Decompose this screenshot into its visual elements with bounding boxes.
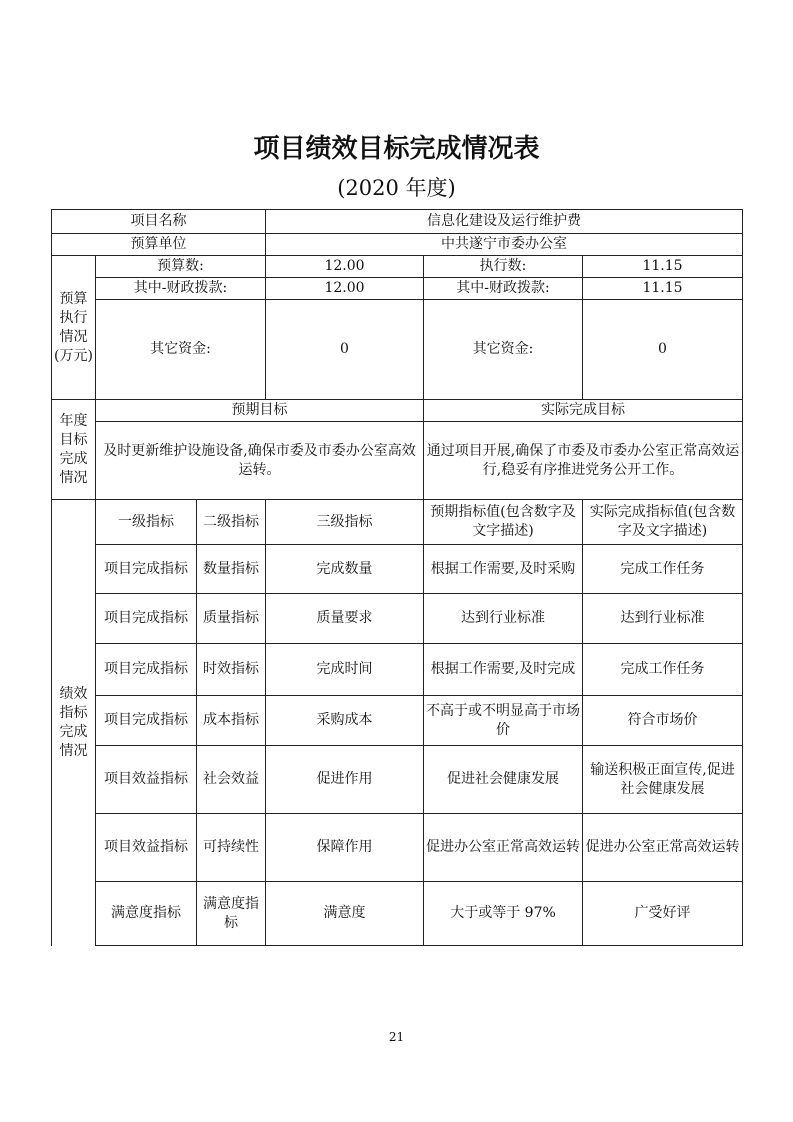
indicator-level2: 可持续性 (197, 814, 266, 882)
indicator-actual: 符合市场价 (583, 696, 743, 746)
indicator-expected: 不高于或不明显高于市场价 (424, 696, 583, 746)
table-row (52, 545, 743, 594)
header-level2: 二级指标 (197, 500, 266, 545)
indicator-level1: 满意度指标 (96, 882, 197, 946)
indicator-level2: 质量指标 (197, 594, 266, 644)
budget-row (52, 256, 743, 278)
indicator-level3: 促进作用 (266, 746, 424, 814)
budget-unit-label: 预算单位 (52, 234, 266, 256)
indicator-actual: 广受好评 (583, 882, 743, 946)
indicator-level2: 社会效益 (197, 746, 266, 814)
project-name-label: 项目名称 (52, 210, 266, 234)
table-row (52, 746, 743, 814)
expected-goal-header: 预期目标 (96, 400, 424, 422)
indicator-actual: 完成工作任务 (583, 644, 743, 696)
indicator-level1: 项目完成指标 (96, 594, 197, 644)
indicator-level3: 满意度 (266, 882, 424, 946)
other-exec-value: 0 (583, 300, 743, 400)
expected-goal-text: 及时更新维护设施设备,确保市委及市委办公室高效运转。 (96, 422, 424, 500)
indicator-level2: 时效指标 (197, 644, 266, 696)
exec-label: 执行数: (424, 256, 583, 278)
fiscal-exec-label: 其中-财政拨款: (424, 278, 583, 300)
actual-goal-header: 实际完成目标 (424, 400, 743, 422)
table-row (52, 882, 743, 946)
exec-value: 11.15 (583, 256, 743, 278)
indicator-level1: 项目完成指标 (96, 696, 197, 746)
page-subtitle: (2020 年度) (337, 176, 456, 200)
actual-goal-text: 通过项目开展,确保了市委及市委办公室正常高效运行,稳妥有序推进党务公开工作。 (424, 422, 743, 500)
indicator-expected: 达到行业标准 (424, 594, 583, 644)
indicator-level1: 项目效益指标 (96, 814, 197, 882)
indicator-level3: 完成时间 (266, 644, 424, 696)
page-number: 21 (388, 1030, 405, 1044)
annual-goal-row (52, 422, 743, 500)
indicator-level2: 成本指标 (197, 696, 266, 746)
budget-label: 预算数: (96, 256, 266, 278)
performance-table (51, 209, 743, 946)
page-title: 项目绩效目标完成情况表 (253, 134, 540, 164)
table-row (52, 644, 743, 696)
project-name-row (52, 210, 743, 234)
project-name-value: 信息化建设及运行维护费 (266, 210, 743, 234)
header-actual-value: 实际完成指标值(包含数字及文字描述) (583, 500, 743, 545)
budget-unit-row (52, 234, 743, 256)
indicator-level2: 满意度指标 (197, 882, 266, 946)
indicator-expected: 根据工作需要,及时采购 (424, 545, 583, 594)
indicator-level1: 项目效益指标 (96, 746, 197, 814)
header-level1: 一级指标 (96, 500, 197, 545)
indicator-actual: 完成工作任务 (583, 545, 743, 594)
indicator-level2: 数量指标 (197, 545, 266, 594)
indicator-level3: 保障作用 (266, 814, 424, 882)
indicator-level3: 采购成本 (266, 696, 424, 746)
indicator-level1: 项目完成指标 (96, 545, 197, 594)
fiscal-budget-value: 12.00 (266, 278, 424, 300)
other-exec-label: 其它资金: (424, 300, 583, 400)
other-funds-label: 其它资金: (96, 300, 266, 400)
fiscal-exec-value: 11.15 (583, 278, 743, 300)
indicator-expected: 根据工作需要,及时完成 (424, 644, 583, 696)
budget-side-label: 预算执行情况(万元) (52, 256, 96, 400)
indicator-actual: 促进办公室正常高效运转 (583, 814, 743, 882)
indicator-actual: 达到行业标准 (583, 594, 743, 644)
fiscal-row (52, 278, 743, 300)
indicator-level3: 质量要求 (266, 594, 424, 644)
table-row (52, 594, 743, 644)
performance-side-label: 绩效指标完成情况 (52, 500, 96, 946)
fiscal-label: 其中-财政拨款: (96, 278, 266, 300)
indicator-header-row (52, 500, 743, 545)
header-level3: 三级指标 (266, 500, 424, 545)
other-funds-row (52, 300, 743, 400)
table-row (52, 696, 743, 746)
other-budget-value: 0 (266, 300, 424, 400)
budget-unit-value: 中共遂宁市委办公室 (266, 234, 743, 256)
indicator-expected: 大于或等于 97% (424, 882, 583, 946)
indicator-level3: 完成数量 (266, 545, 424, 594)
indicator-expected: 促进办公室正常高效运转 (424, 814, 583, 882)
indicator-expected: 促进社会健康发展 (424, 746, 583, 814)
indicator-level1: 项目完成指标 (96, 644, 197, 696)
budget-value: 12.00 (266, 256, 424, 278)
indicator-actual: 输送积极正面宣传,促进社会健康发展 (583, 746, 743, 814)
annual-goal-header-row (52, 400, 743, 422)
table-row (52, 814, 743, 882)
header-expected-value: 预期指标值(包含数字及文字描述) (424, 500, 583, 545)
annual-goal-side-label: 年度目标完成情况 (52, 400, 96, 500)
